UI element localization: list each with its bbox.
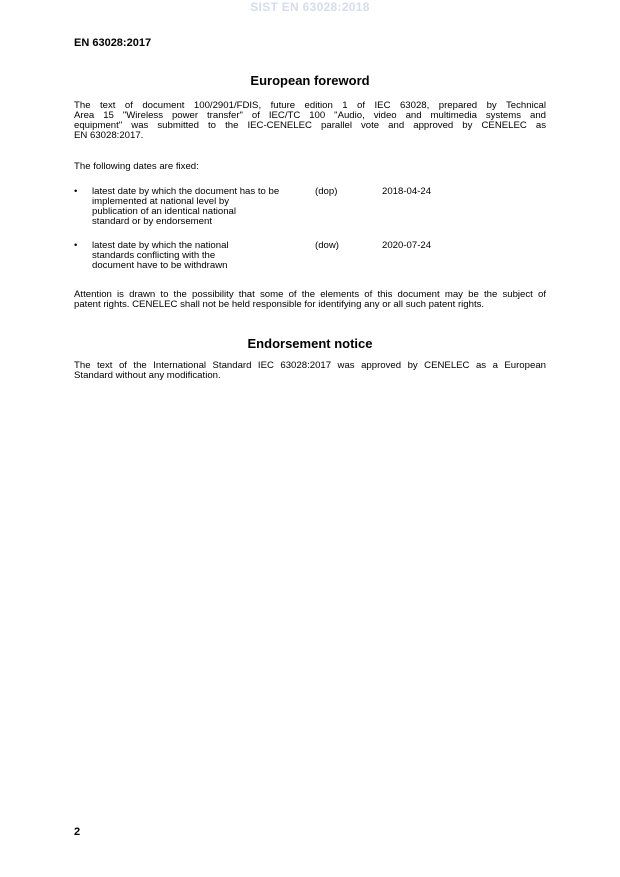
- text-line: publication of an identical national: [92, 206, 237, 217]
- foreword-paragraph-1: [74, 101, 546, 141]
- text-line: Area 15 "Wireless power transfer" of IEC/TC 100 "Audio, video and multimedia systems and: [74, 110, 546, 121]
- foreword-paragraph-3: [74, 290, 546, 310]
- text-line: The text of the International Standard IEC 63028:2017 was approved by CENELEC as a European: [74, 360, 546, 371]
- text-line: The text of document 100/2901/FDIS, future edition 1 of IEC 63028, prepared by Technical: [74, 100, 546, 111]
- endorsement-heading: Endorsement notice: [247, 336, 373, 351]
- text-line: latest date by which the document has to be: [92, 186, 280, 197]
- foreword-paragraph-2: [74, 162, 546, 172]
- text-line: EN 63028:2017.: [74, 130, 144, 141]
- date-description: [92, 241, 302, 271]
- endorsement-paragraph: [74, 361, 546, 381]
- text-line: The following dates are fixed:: [74, 161, 199, 172]
- text-line: Standard without any modification.: [74, 370, 221, 381]
- text-line: Attention is drawn to the possibility that some of the elements of this document may be the subject of: [74, 289, 546, 300]
- foreword-heading: European foreword: [250, 73, 370, 88]
- date-description: [92, 187, 302, 227]
- date-value: 2018-04-24: [382, 186, 432, 197]
- text-line: patent rights. CENELEC shall not be held responsible for identifying any or all such patent rights.: [74, 299, 485, 310]
- text-line: standards conflicting with the: [92, 250, 216, 261]
- page-number: 2: [74, 826, 81, 838]
- date-code: (dop): [315, 186, 338, 197]
- date-value: 2020-07-24: [382, 240, 432, 251]
- date-code: (dow): [315, 240, 339, 251]
- document-id: EN 63028:2017: [74, 37, 152, 49]
- bullet: •: [74, 186, 78, 197]
- watermark: SIST EN 63028:2018: [250, 0, 370, 14]
- text-line: standard or by endorsement: [92, 216, 212, 227]
- text-line: latest date by which the national: [92, 240, 229, 251]
- text-line: equipment" was submitted to the IEC-CENELEC parallel vote and approved by CENELEC as: [74, 120, 546, 131]
- text-line: implemented at national level by: [92, 196, 230, 207]
- text-line: document have to be withdrawn: [92, 260, 228, 271]
- bullet: •: [74, 240, 78, 251]
